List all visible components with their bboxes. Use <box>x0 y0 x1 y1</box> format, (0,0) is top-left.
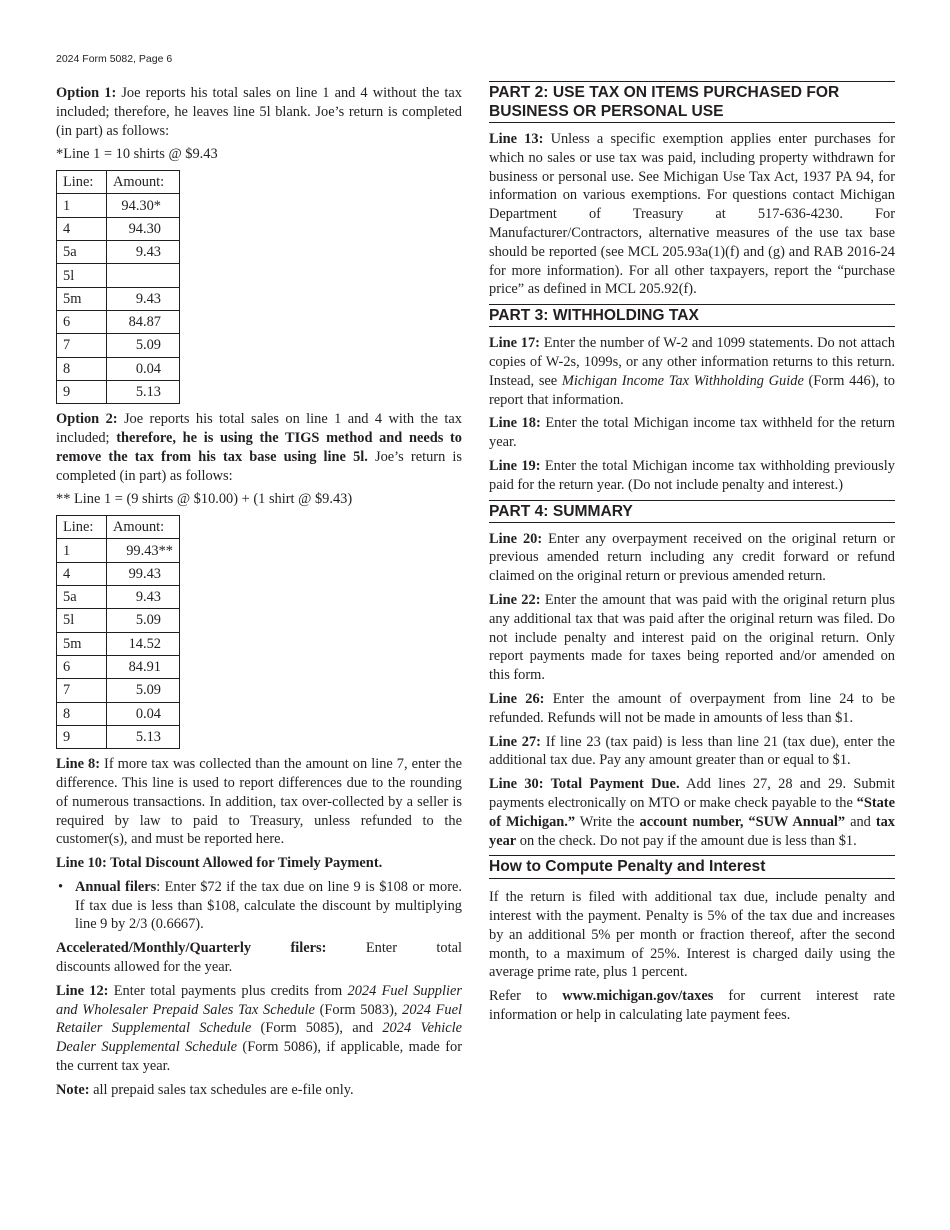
table-row: 4 99.43 <box>57 562 180 585</box>
option-2-paragraph: Option 2: Joe reports his total sales on line 1 and 4 with the tax included; therefore, he is using the TIGS method and needs to remove the tax from his tax base using line 5l. Joe’s return is completed (in part) as follows: <box>56 411 462 484</box>
table-row: 5a 9.43 <box>57 586 180 609</box>
right-column <box>489 84 895 1030</box>
line-10-list <box>56 878 462 934</box>
annual-filers-item: • Annual filers: Enter $72 if the tax due on line 9 is $108 or more. If tax due is less than $108, calculate the discount by multiplying line 9 by 2/3 (0.6667). <box>56 878 462 934</box>
table-header-row: Line: Amount: <box>57 171 180 194</box>
refer-paragraph: Refer to www.michigan.gov/taxes for current interest rate information or help in calculating late payment fees. <box>489 988 895 1024</box>
table-row: 5l <box>57 264 180 287</box>
option-1-calculation: *Line 1 = 10 shirts @ $9.43 <box>56 146 218 163</box>
table-row: 8 0.04 <box>57 702 180 725</box>
table-row: 6 84.91 <box>57 655 180 678</box>
page-header: 2024 Form 5082, Page 6 <box>56 53 173 65</box>
note-paragraph: Note: all prepaid sales tax schedules are e-file only. <box>56 1081 354 1098</box>
part-2-heading: PART 2: USE TAX ON ITEMS PURCHASED FOR BUSINESS OR PERSONAL USE <box>489 81 895 123</box>
penalty-divider <box>489 878 895 879</box>
table-row: 4 94.30 <box>57 217 180 240</box>
line-13-paragraph: Line 13: Unless a specific exemption applies enter purchases for which no sales or use tax was paid, including property withdrawn for business or personal use. See Michigan Use Tax Act, 1937 PA 94, for information on various exemptions. For questions contact Michigan Department of Treasury at 517-636-4230. For Manufacturer/Contractors, alternative measures of the use tax base should be reported (see MCL 205.93a(1)(f) and (g) and RAB 2016-24 for more information). For all other taxpayers, report the “purchase price” as defined in MCL 205.92(f). <box>489 131 895 298</box>
table-row: 6 84.87 <box>57 310 180 333</box>
table-row: 9 5.13 <box>57 380 180 403</box>
left-column <box>56 84 462 1105</box>
penalty-interest-heading: How to Compute Penalty and Interest <box>489 855 895 876</box>
line-19-paragraph: Line 19: Enter the total Michigan income tax withholding previously paid for the return year. (Do not include penalty and interest.) <box>489 457 895 493</box>
table-row: 1 94.30* <box>57 194 180 217</box>
line-22-paragraph: Line 22: Enter the amount that was paid with the original return plus any additional tax that was paid after the original return was filed. Do not include penalty and interest paid on the original return. Only report payments made for taxes being reported and/or amended on this form. <box>489 591 895 684</box>
line-8-paragraph: Line 8: If more tax was collected than the amount on line 7, enter the difference. This line is used to report differences due to the rounding of numerous transactions. In addition, tax over-collected by a seller is required by law to paid to Treasury, unless refunded to the customer(s), and must be reported here. <box>56 756 462 848</box>
line-12-paragraph: Line 12: Enter total payments plus credits from 2024 Fuel Supplier and Wholesaler Prepaid Sales Tax Schedule (Form 5083), 2024 Fuel Retailer Supplemental Schedule (Form 5085), and 2024 Vehicle Dealer Supplemental Schedule (Form 5086), if applicable, made for the current tax year. <box>56 982 462 1075</box>
table-row: 8 0.04 <box>57 357 180 380</box>
line-17-paragraph: Line 17: Enter the number of W-2 and 1099 statements. Do not attach copies of W-2s, 1099s, or any other information returns to this return. Instead, see Michigan Income Tax Withholding Guide (Form 446), to report that information. <box>489 335 895 408</box>
table-row: 5l 5.09 <box>57 609 180 632</box>
accelerated-filers-paragraph: Accelerated/Monthly/Quarterly filers: Enter total discounts allowed for the year. <box>56 940 462 976</box>
option-1-paragraph: Option 1: Joe reports his total sales on line 1 and 4 without the tax included; therefore, he leaves line 5l blank. Joe’s return is completed (in part) as follows: <box>56 85 462 139</box>
table-row: 1 99.43** <box>57 539 180 562</box>
part-3-heading: PART 3: WITHHOLDING TAX <box>489 304 895 327</box>
line-18-paragraph: Line 18: Enter the total Michigan income tax withheld for the return year. <box>489 415 895 451</box>
table-header-row: Line: Amount: <box>57 516 180 539</box>
part-4-heading: PART 4: SUMMARY <box>489 500 895 523</box>
line-10-heading: Line 10: Total Discount Allowed for Timely Payment. <box>56 855 383 872</box>
line-27-paragraph: Line 27: If line 23 (tax paid) is less than line 21 (tax due), enter the additional tax due. Pay any amount greater than or equal to $1. <box>489 733 895 769</box>
option-2-table <box>56 515 180 749</box>
table-row: 9 5.13 <box>57 725 180 748</box>
table-row: 5a 9.43 <box>57 241 180 264</box>
option-1-table <box>56 170 180 404</box>
penalty-paragraph: If the return is filed with additional tax due, include penalty and interest with the payment. Penalty is 5% of the tax due and increases by an additional 5% per month or fraction thereof, after the second month, to a maximum of 25%. Interest is charged daily using the average prime rate, plus 1 percent. <box>489 889 895 981</box>
table-row: 5m 9.43 <box>57 287 180 310</box>
table-row: 7 5.09 <box>57 334 180 357</box>
option-2-calculation: ** Line 1 = (9 shirts @ $10.00) + (1 shirt @ $9.43) <box>56 491 353 508</box>
line-20-paragraph: Line 20: Enter any overpayment received on the original return or previous amended return including any credit forward or refund claimed on the original return or previous amended return. <box>489 530 895 585</box>
table-row: 5m 14.52 <box>57 632 180 655</box>
table-row: 7 5.09 <box>57 679 180 702</box>
line-30-paragraph: Line 30: Total Payment Due. Add lines 27, 28 and 29. Submit payments electronically on MTO or make check payable to the “State of Michigan.” Write the account number, “SUW Annual” and tax year on the check. Do not pay if the amount due is less than $1. <box>489 776 895 849</box>
line-26-paragraph: Line 26: Enter the amount of overpayment from line 24 to be refunded. Refunds will not be made in amounts of less than $1. <box>489 690 895 726</box>
michigan-taxes-link[interactable]: www.michigan.gov/taxes <box>562 988 714 1005</box>
